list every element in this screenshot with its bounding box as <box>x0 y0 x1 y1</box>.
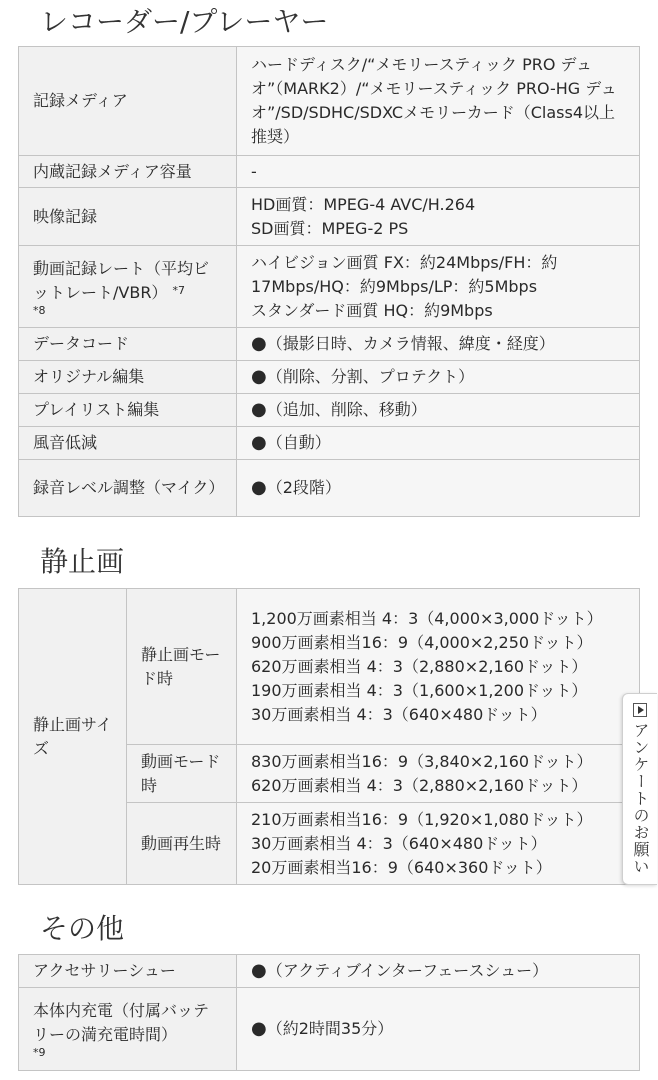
section-title-other: その他 <box>40 912 125 945</box>
spec-value-text: （約2時間35分） <box>266 1019 394 1038</box>
spec-value-line: 20万画素相当16：9（640×360ドット） <box>251 857 552 877</box>
other-spec-table <box>18 954 640 1071</box>
survey-tab-label: アンケートのお願い <box>631 722 650 875</box>
spec-value-text: （自動） <box>266 433 331 452</box>
spec-key: 録音レベル調整（マイク） <box>19 460 237 517</box>
spec-value-line: 900万画素相当16：9（4,000×2,250ドット） <box>251 632 593 652</box>
spec-value-line: 620万画素相当 4：3（2,880×2,160ドット） <box>251 775 588 795</box>
table-row <box>19 988 640 1071</box>
table-row <box>19 47 640 156</box>
table-row <box>19 328 640 361</box>
table-row <box>19 156 640 188</box>
spec-key: アクセサリーシュー <box>19 955 237 988</box>
spec-value-line: ハイビジョン画質 FX：約24Mbps/FH：約17Mbps/HQ：約9Mbps/LP：約5Mbps <box>251 252 558 296</box>
table-row <box>19 460 640 517</box>
table-row <box>19 246 640 328</box>
mode-label: 動画再生時 <box>127 803 237 885</box>
bullet-icon: ● <box>251 1018 267 1039</box>
mode-label: 動画モード時 <box>127 745 237 803</box>
spec-key <box>19 246 237 328</box>
spec-value <box>237 246 640 328</box>
spec-value <box>237 955 640 988</box>
spec-key: 静止画サイズ <box>19 589 127 885</box>
spec-key: データコード <box>19 328 237 361</box>
spec-value-line: SD画質：MPEG-2 PS <box>251 218 409 238</box>
bullet-icon: ● <box>251 432 267 453</box>
spec-value-line: 210万画素相当16：9（1,920×1,080ドット） <box>251 809 593 829</box>
spec-key: プレイリスト編集 <box>19 394 237 427</box>
spec-value-line: HD画質：MPEG-4 AVC/H.264 <box>251 194 476 214</box>
spec-value-line: 830万画素相当16：9（3,840×2,160ドット） <box>251 751 593 771</box>
spec-value <box>237 745 640 803</box>
table-row <box>19 394 640 427</box>
spec-value-line: スタンダード画質 HQ：約9Mbps <box>251 300 493 320</box>
table-row <box>19 427 640 460</box>
spec-value <box>237 803 640 885</box>
spec-value <box>237 361 640 394</box>
footnote-ref: *8 <box>33 303 46 317</box>
bullet-icon: ● <box>251 960 267 981</box>
section-title-still: 静止画 <box>40 545 125 578</box>
still-spec-table <box>18 588 640 885</box>
spec-value: - <box>237 156 640 188</box>
spec-value-line: 30万画素相当 4：3（640×480ドット） <box>251 833 547 853</box>
spec-value-line: 30万画素相当 4：3（640×480ドット） <box>251 704 547 724</box>
table-row <box>19 589 640 745</box>
spec-value <box>237 394 640 427</box>
spec-key: 風音低減 <box>19 427 237 460</box>
spec-value <box>237 988 640 1071</box>
spec-value-text: （削除、分割、プロテクト） <box>266 367 475 386</box>
bullet-icon: ● <box>251 399 267 420</box>
spec-key: オリジナル編集 <box>19 361 237 394</box>
table-row <box>19 188 640 246</box>
spec-value-text: （2段階） <box>266 478 341 497</box>
survey-tab-button[interactable] <box>622 693 657 885</box>
spec-value-text: （撮影日時、カメラ情報、緯度・経度） <box>266 334 555 353</box>
table-row <box>19 955 640 988</box>
bullet-icon: ● <box>251 366 267 387</box>
spec-value-line: 190万画素相当 4：3（1,600×1,200ドット） <box>251 680 588 700</box>
recorder-spec-table <box>18 46 640 517</box>
spec-value <box>237 427 640 460</box>
spec-value <box>237 589 640 745</box>
spec-value-text: （追加、削除、移動） <box>266 400 427 419</box>
spec-key <box>19 988 237 1071</box>
spec-value-text: （アクティブインターフェースシュー） <box>266 961 549 980</box>
spec-key: 内蔵記録メディア容量 <box>19 156 237 188</box>
spec-value <box>237 460 640 517</box>
table-row <box>19 361 640 394</box>
footnote-ref: *9 <box>33 1046 46 1059</box>
spec-value: ハードディスク/“メモリースティック PRO デュオ”（MARK2）/“メモリースティック PRO-HG デュオ”/SD/SDHC/SDXCメモリーカード（Class4以上推奨） <box>237 47 640 156</box>
footnote-ref: *7 <box>172 283 186 297</box>
spec-key-text: 本体内充電（付属バッテリーの満充電時間） <box>33 1001 210 1044</box>
spec-value <box>237 188 640 246</box>
bullet-icon: ● <box>251 477 267 498</box>
spec-value-line: 620万画素相当 4：3（2,880×2,160ドット） <box>251 656 588 676</box>
spec-key-text: 動画記録レート（平均ビットレート/VBR） <box>33 258 210 302</box>
play-square-icon <box>633 703 647 717</box>
spec-value <box>237 328 640 361</box>
section-title-recorder: レコーダー/プレーヤー <box>40 5 329 38</box>
spec-key: 記録メディア <box>19 47 237 156</box>
bullet-icon: ● <box>251 333 267 354</box>
spec-value-line: 1,200万画素相当 4：3（4,000×3,000ドット） <box>251 608 603 628</box>
mode-label: 静止画モード時 <box>127 589 237 745</box>
spec-key: 映像記録 <box>19 188 237 246</box>
